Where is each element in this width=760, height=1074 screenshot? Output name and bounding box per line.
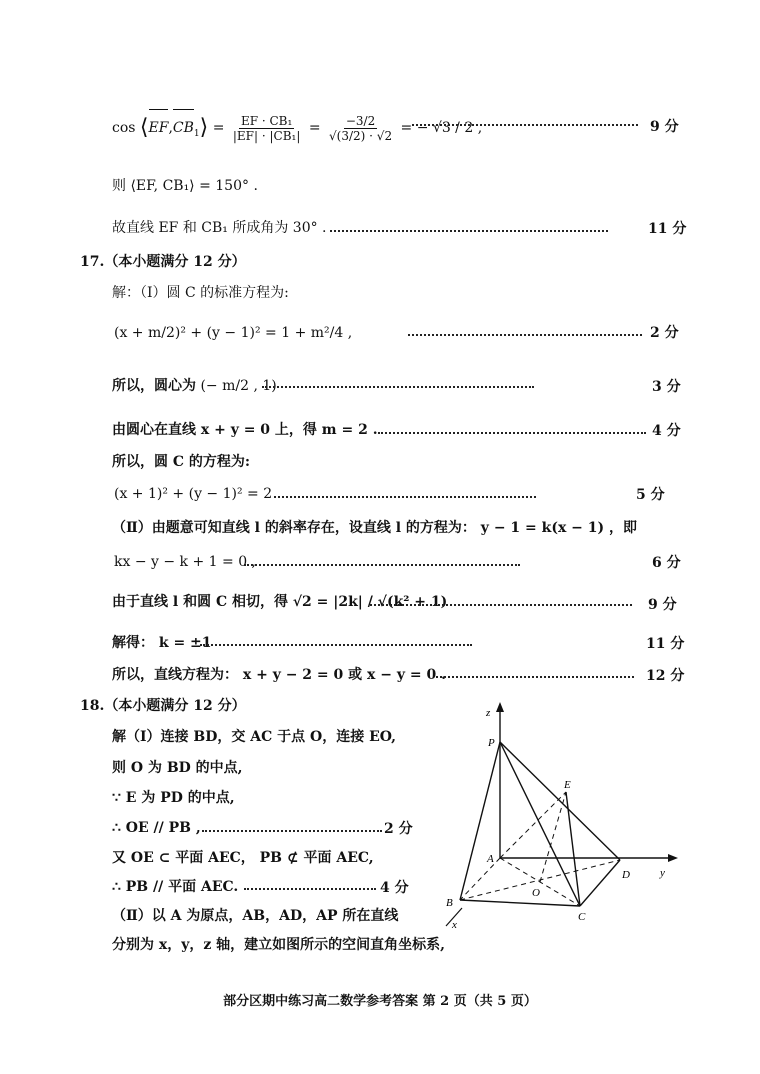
- score-3: 3 分: [652, 379, 681, 395]
- score-2b: 2 分: [384, 821, 413, 837]
- label-z: z: [486, 707, 491, 719]
- label-b: B: [446, 897, 453, 909]
- q18-step8: 分别为 x，y，z 轴，建立如图所示的空间直角坐标系,: [112, 937, 446, 953]
- q18-step3: ∵ E 为 PD 的中点,: [112, 790, 235, 806]
- cos-formula: cos: [112, 120, 136, 136]
- pyramid-figure: [440, 698, 690, 958]
- then-label: 则: [112, 178, 126, 194]
- score-4: 4 分: [652, 423, 681, 439]
- vector-cb: CB: [173, 108, 194, 148]
- q17-eq1: [114, 318, 352, 348]
- q17-part1: 解：（Ⅰ）圆 C 的标准方程为:: [112, 285, 289, 301]
- label-c: C: [578, 911, 586, 923]
- circle-standard-equation: (x + m/2)² + (y − 1)² = 1 + m²/4 ,: [114, 325, 353, 341]
- score-6: 6 分: [652, 555, 681, 571]
- fraction-dot-product: [231, 114, 303, 143]
- line-equation: kx − y − k + 1 = 0 ,: [114, 554, 257, 570]
- conclusion-line: 故直线 EF 和 CB₁ 所成角为 30° .: [112, 220, 327, 236]
- subscript-1: 1: [193, 128, 200, 139]
- label-x: x: [452, 919, 457, 931]
- label-y: y: [660, 867, 665, 879]
- q18-step1: 解（Ⅰ）连接 BD，交 AC 于点 O，连接 EO,: [112, 729, 397, 745]
- fraction-denominator: |EF| · |CB₁|: [232, 128, 301, 143]
- final-equation: 所以，直线方程为： x + y − 2 = 0 或 x − y = 0 .: [112, 667, 446, 683]
- equals-sign-2: =: [308, 120, 321, 136]
- score-9b: 9 分: [648, 597, 677, 613]
- circle-equation: (x + 1)² + (y − 1)² = 2 .: [114, 486, 282, 502]
- fraction-numerator: EF · CB₁: [240, 113, 293, 128]
- q18-step7: （Ⅱ）以 A 为原点，AB，AD，AP 所在直线: [112, 908, 399, 924]
- equals-sign: =: [212, 120, 225, 136]
- q18-step5: 又 OE ⊂ 平面 AEC， PB ⊄ 平面 AEC,: [112, 850, 374, 866]
- label-e: E: [564, 779, 571, 791]
- page-footer: 部分区期中练习高二数学参考答案 第 2 页（共 5 页）: [223, 994, 537, 1009]
- q18-step4: ∴ OE // PB ,: [112, 820, 201, 836]
- score-9: 9 分: [650, 119, 679, 135]
- score-12: 12 分: [646, 668, 685, 684]
- fraction-values: [327, 114, 394, 143]
- score-5: 5 分: [636, 487, 665, 503]
- dot-leader: [200, 644, 472, 646]
- score-11b: 11 分: [646, 636, 685, 652]
- dot-leader: [370, 604, 632, 606]
- dot-leader: [408, 334, 642, 336]
- q17-title: 17.（本小题满分 12 分）: [80, 254, 246, 270]
- cos-formula-line: $\cos ⟨EF,CB_1⟩$ = $\frac{\text{EF · CB₁}}{\text{|EF| · |CB₁|}}$ = $\frac{-3/2}{√(3/2) \cdot √2}$ = − √3 / 2 ,: [112, 108, 482, 148]
- line-condition: 由圆心在直线 x + y = 0 上，得 m = 2 .: [112, 422, 378, 438]
- fraction2-denominator: √(3/2) · √2: [329, 128, 393, 143]
- score-4b: 4 分: [380, 880, 409, 896]
- dot-leader: [202, 830, 382, 832]
- dot-leader: [412, 124, 638, 126]
- label-o: O: [532, 887, 540, 899]
- circle-eq-intro: 所以，圆 C 的方程为:: [112, 454, 251, 470]
- angle-result-line: [112, 176, 258, 196]
- label-a: A: [487, 853, 494, 865]
- label-p: P: [488, 737, 495, 749]
- dot-leader: [274, 496, 536, 498]
- center-line: [112, 371, 277, 401]
- angle-bracket-right: ⟩: [199, 115, 209, 140]
- q18-title: 18.（本小题满分 12 分）: [80, 698, 246, 714]
- score-11: 11 分: [648, 221, 687, 237]
- dot-leader: [436, 676, 634, 678]
- center-value: (− m/2 , 1): [200, 378, 277, 394]
- dot-leader: [378, 432, 646, 434]
- dot-leader: [244, 564, 520, 566]
- dot-leader: [330, 230, 608, 232]
- fraction2-numerator: −3/2: [345, 113, 376, 128]
- score-2: 2 分: [650, 325, 679, 341]
- q17-part2: （Ⅱ）由题意可知直线 l 的斜率存在，设直线 l 的方程为： y − 1 = k(x − 1) ，即: [112, 520, 638, 536]
- q18-step2: 则 O 为 BD 的中点,: [112, 760, 243, 776]
- dot-leader: [262, 386, 534, 388]
- angle-bracket-left: ⟨: [139, 115, 149, 140]
- q18-step6: ∴ PB // 平面 AEC.: [112, 879, 239, 895]
- solve-result: 解得： k = ±1: [112, 635, 212, 651]
- center-prefix: 所以，圆心为: [112, 378, 196, 394]
- dot-leader: [244, 888, 376, 890]
- angle-result: ⟨EF, CB₁⟩ = 150° .: [130, 178, 258, 194]
- cos-result: = − √3 / 2 ,: [400, 120, 483, 136]
- tangent-condition: 由于直线 l 和圆 C 相切，得 √2 = |2k| / √(k² + 1): [112, 594, 448, 610]
- vector-ef: EF: [149, 108, 169, 148]
- label-d: D: [622, 869, 630, 881]
